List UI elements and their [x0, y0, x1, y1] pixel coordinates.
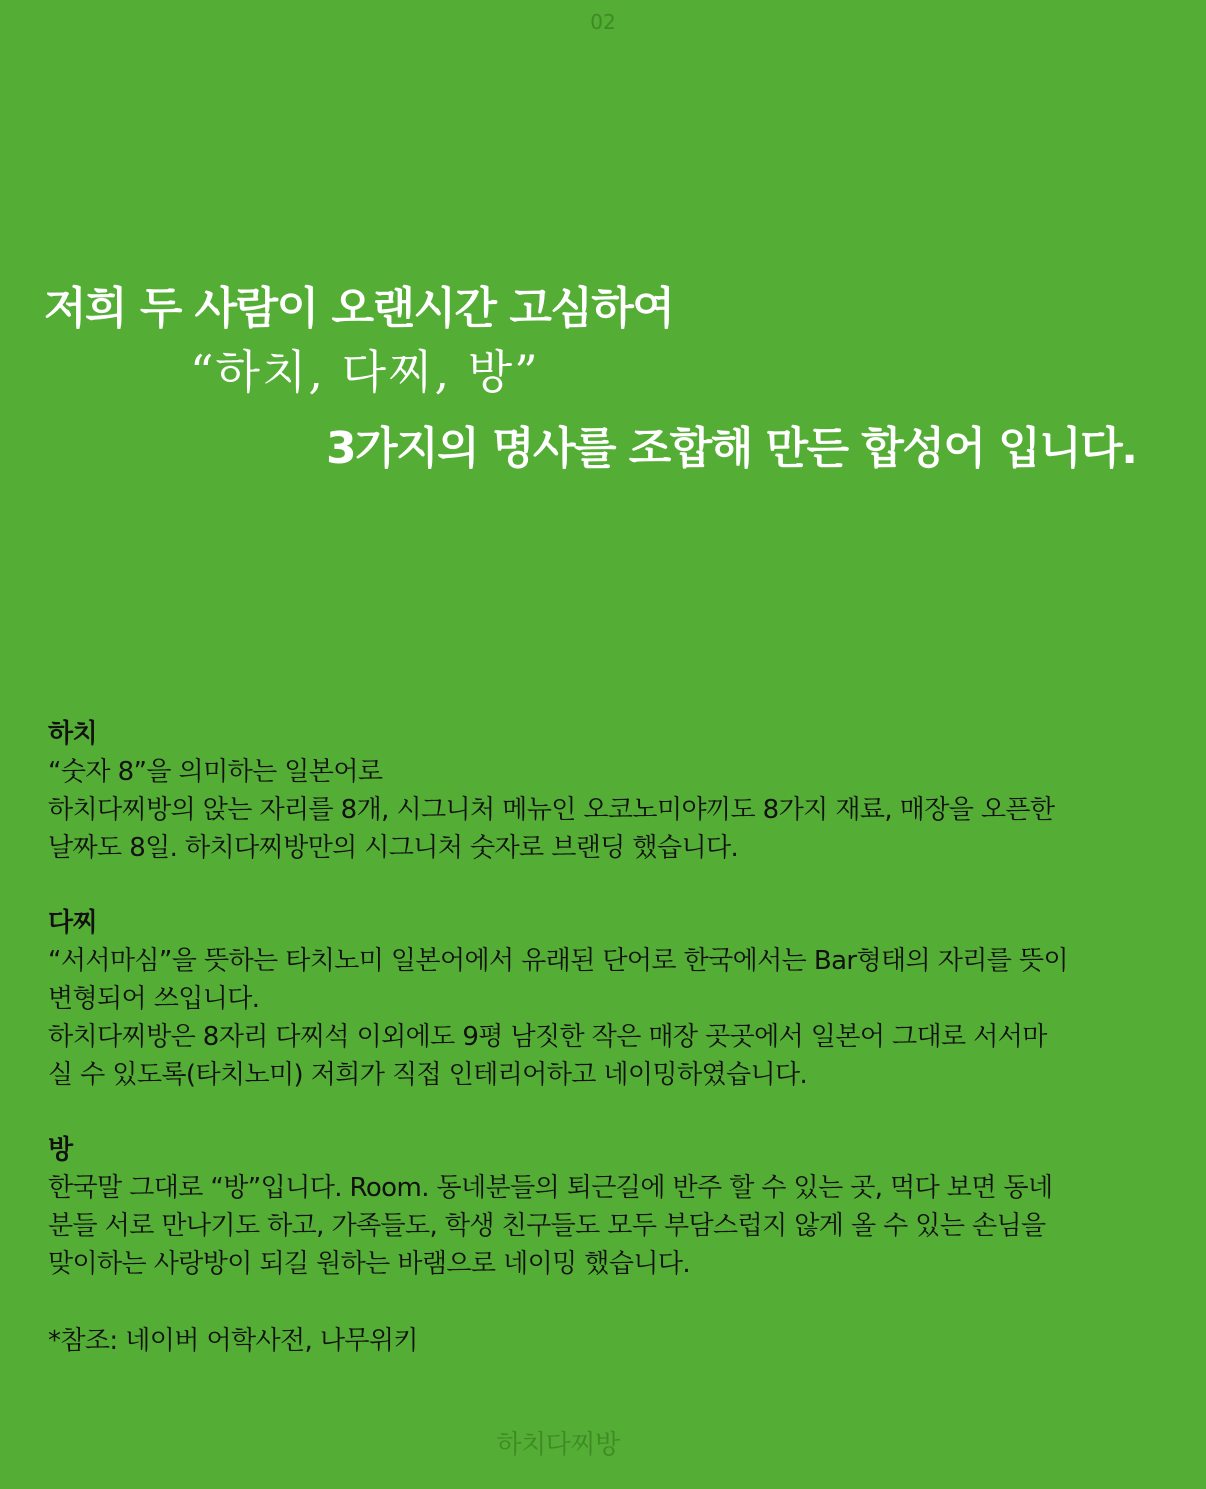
section-line: 하치다찌방의 앉는 자리를 8개, 시그니처 메뉴인 오코노미야끼도 8가지 재료, 매장을 오픈한 [48, 795, 1055, 825]
section-line: 변형되어 쓰입니다. [48, 984, 260, 1014]
footer-brand: 하치다찌방 [496, 1430, 620, 1460]
section-hachi [48, 715, 1158, 867]
section-line: “숫자 8”을 의미하는 일본어로 [48, 757, 383, 787]
headline-line-1: 저희 두 사람이 오랜시간 고심하여 [44, 283, 674, 334]
section-line: 하치다찌방은 8자리 다찌석 이외에도 9평 남짓한 작은 매장 곳곳에서 일본어 그대로 서서마 [48, 1022, 1047, 1052]
section-title: 방 [48, 1135, 73, 1165]
section-line: “서서마심”을 뜻하는 타치노미 일본어에서 유래된 단어로 한국에서는 Bar형태의 자리를 뜻이 [48, 946, 1068, 976]
section-title: 다찌 [48, 908, 98, 938]
page-number: 02 [590, 10, 616, 34]
section-bang [48, 1131, 1158, 1283]
reference-note: *참조: 네이버 어학사전, 나무위키 [48, 1326, 418, 1356]
section-dachi [48, 904, 1158, 1094]
section-line: 분들 서로 만나기도 하고, 가족들도, 학생 친구들도 모두 부담스럽지 않게 올 수 있는 손님을 [48, 1211, 1046, 1241]
section-title: 하치 [48, 719, 98, 749]
section-line: 날짜도 8일. 하치다찌방만의 시그니처 숫자로 브랜딩 했습니다. [48, 833, 739, 863]
headline-line-3: 3가지의 명사를 조합해 만든 합성어 입니다. [326, 423, 1137, 474]
section-line: 실 수 있도록(타치노미) 저희가 직접 인테리어하고 네이밍하였습니다. [48, 1060, 808, 1090]
headline-line-2: “하치, 다찌, 방” [190, 345, 540, 399]
section-line: 맞이하는 사랑방이 되길 원하는 바램으로 네이밍 했습니다. [48, 1249, 691, 1279]
section-line: 한국말 그대로 “방”입니다. Room. 동네분들의 퇴근길에 반주 할 수 있는 곳, 먹다 보면 동네 [48, 1173, 1053, 1203]
